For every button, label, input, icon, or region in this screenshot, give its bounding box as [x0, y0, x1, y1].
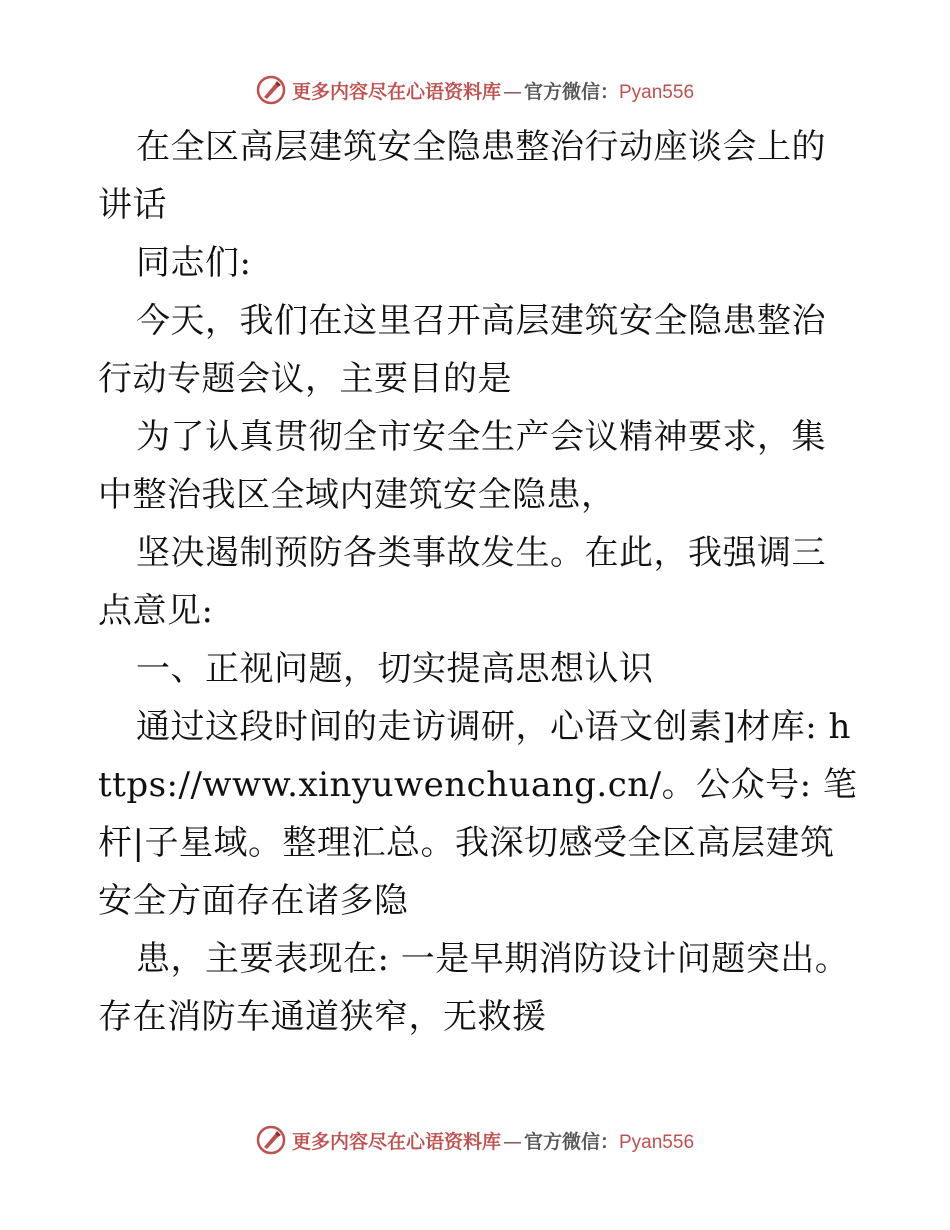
banner-wechat-label: 官方微信： — [523, 1130, 619, 1153]
pen-logo-icon — [256, 75, 286, 105]
document-title: 在全区高层建筑安全隐患整治行动座谈会上的讲话 — [98, 127, 826, 225]
paragraph: 坚决遏制预防各类事故发生。在此，我强调三点意见: — [98, 533, 826, 631]
banner-wechat-id: Pyan556 — [619, 81, 695, 103]
salutation: 同志们: — [136, 243, 252, 283]
paragraph: 患，主要表现在: 一是早期消防设计问题突出。存在消防车通道狭窄，无救援 — [98, 939, 850, 1037]
document-body — [98, 118, 858, 1046]
paragraph: 今天，我们在这里召开高层建筑安全隐患整治行动专题会议，主要目的是 — [98, 301, 826, 399]
header-banner — [0, 70, 950, 110]
banner-wechat-id: Pyan556 — [619, 1131, 695, 1153]
banner-site-name: 更多内容尽在心语资料库 — [291, 80, 501, 103]
footer-banner — [0, 1120, 950, 1160]
section-heading: 一、正视问题，切实提高思想认识 — [136, 649, 654, 689]
banner-wechat-label: 官方微信： — [523, 80, 619, 103]
banner-dash: — — [502, 1130, 522, 1153]
paragraph: 通过这段时间的走访调研，心语文创素]材库: https://www.xinyuwenchuang.cn/。公众号: 笔杆|子星域。整理汇总。我深切感受全区高层建筑安全方面存在诸多隐 — [98, 707, 858, 921]
banner-text — [292, 77, 694, 104]
pen-logo-icon — [256, 1125, 286, 1155]
banner-text — [292, 1127, 694, 1154]
paragraph: 为了认真贯彻全市安全生产会议精神要求，集中整治我区全域内建筑安全隐患， — [98, 417, 826, 515]
banner-dash: — — [502, 80, 522, 103]
banner-site-name: 更多内容尽在心语资料库 — [291, 1130, 501, 1153]
